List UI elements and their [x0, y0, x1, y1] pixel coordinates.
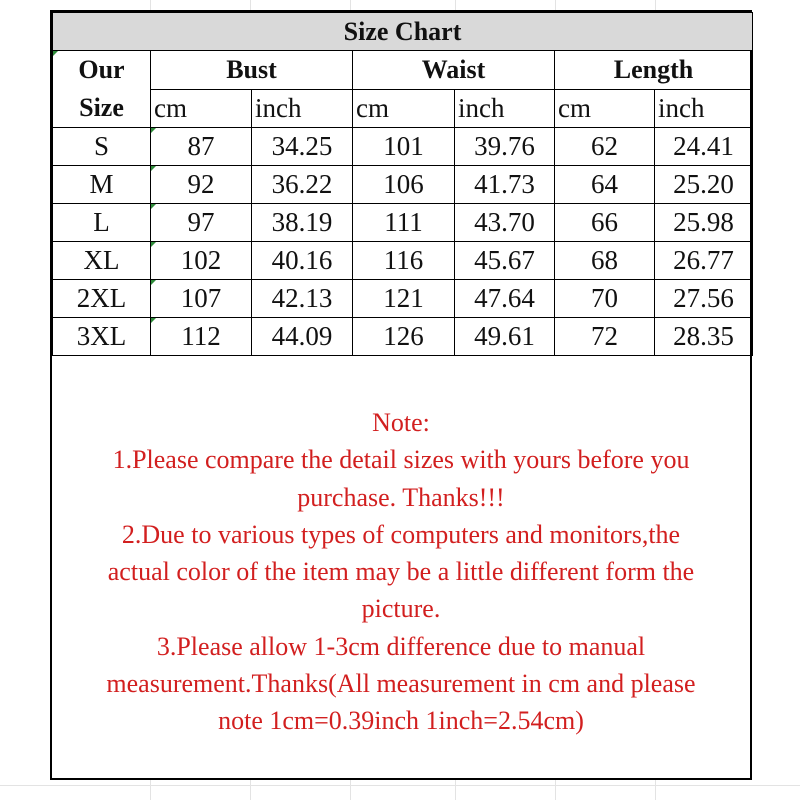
group-header-row: [53, 51, 753, 90]
length-inch-cell: 26.77: [655, 242, 753, 280]
waist-cm-cell: 121: [353, 280, 455, 318]
length-cm-cell: 70: [555, 280, 655, 318]
length-cm-cell: 72: [555, 318, 655, 356]
bust-inch-cell: 34.25: [252, 128, 353, 166]
size-cell: L: [53, 204, 151, 242]
length-cm-cell: 64: [555, 166, 655, 204]
waist-inch-cell: 45.67: [455, 242, 555, 280]
length-inch-cell: 28.35: [655, 318, 753, 356]
length-cm-cell: 68: [555, 242, 655, 280]
unit-cell: inch: [455, 89, 555, 128]
table-row: [53, 242, 753, 280]
bust-inch-cell: 44.09: [252, 318, 353, 356]
length-header: Length: [555, 51, 753, 90]
waist-cm-cell: 111: [353, 204, 455, 242]
size-table: [52, 12, 753, 356]
note-line: 1.Please compare the detail sizes with yours before you: [112, 445, 690, 475]
waist-inch-cell: 43.70: [455, 204, 555, 242]
table-title: Size Chart: [53, 13, 753, 51]
size-column-header: [53, 51, 151, 128]
size-cell: S: [53, 128, 151, 166]
note-line: purchase. Thanks!!!: [297, 482, 505, 512]
note-line: picture.: [361, 594, 441, 624]
waist-inch-cell: 49.61: [455, 318, 555, 356]
note-line: note 1cm=0.39inch 1inch=2.54cm): [218, 706, 584, 736]
waist-inch-cell: 47.64: [455, 280, 555, 318]
length-cm-cell: 66: [555, 204, 655, 242]
waist-header: Waist: [353, 51, 555, 90]
bust-inch-cell: 42.13: [252, 280, 353, 318]
unit-header-row: [53, 89, 753, 128]
bust-cm-cell: 97: [151, 204, 252, 242]
length-cm-cell: 62: [555, 128, 655, 166]
bust-inch-cell: 38.19: [252, 204, 353, 242]
length-inch-cell: 27.56: [655, 280, 753, 318]
unit-cell: inch: [252, 89, 353, 128]
bust-inch-cell: 40.16: [252, 242, 353, 280]
table-title-row: [53, 13, 753, 51]
length-inch-cell: 25.20: [655, 166, 753, 204]
size-cell: 3XL: [53, 318, 151, 356]
length-inch-cell: 25.98: [655, 204, 753, 242]
waist-cm-cell: 126: [353, 318, 455, 356]
waist-cm-cell: 106: [353, 166, 455, 204]
bust-cm-cell: 112: [151, 318, 252, 356]
table-row: [53, 204, 753, 242]
note-line: 3.Please allow 1-3cm difference due to manual: [156, 631, 646, 661]
unit-cell: cm: [151, 89, 252, 128]
grid-line: [0, 785, 800, 786]
waist-inch-cell: 39.76: [455, 128, 555, 166]
waist-cm-cell: 101: [353, 128, 455, 166]
waist-inch-cell: 41.73: [455, 166, 555, 204]
bust-cm-cell: 102: [151, 242, 252, 280]
size-chart-sheet: [50, 10, 752, 780]
table-row: [53, 166, 753, 204]
note-block: [52, 404, 750, 740]
waist-cm-cell: 116: [353, 242, 455, 280]
unit-cell: inch: [655, 89, 753, 128]
table-row: [53, 318, 753, 356]
size-cell: 2XL: [53, 280, 151, 318]
bust-inch-cell: 36.22: [252, 166, 353, 204]
note-line: 2.Due to various types of computers and monitors,the: [121, 519, 681, 549]
size-cell: M: [53, 166, 151, 204]
bust-cm-cell: 92: [151, 166, 252, 204]
bust-header: Bust: [151, 51, 353, 90]
size-header-line-2: Size: [79, 93, 124, 122]
bust-cm-cell: 87: [151, 128, 252, 166]
unit-cell: cm: [353, 89, 455, 128]
note-line: actual color of the item may be a little different form the: [107, 557, 695, 587]
size-cell: XL: [53, 242, 151, 280]
note-line: measurement.Thanks(All measurement in cm and please: [106, 669, 696, 699]
size-header-line-1: Our: [78, 55, 125, 84]
length-inch-cell: 24.41: [655, 128, 753, 166]
unit-cell: cm: [555, 89, 655, 128]
note-heading: Note:: [372, 408, 430, 437]
table-row: [53, 280, 753, 318]
bust-cm-cell: 107: [151, 280, 252, 318]
table-row: [53, 128, 753, 166]
